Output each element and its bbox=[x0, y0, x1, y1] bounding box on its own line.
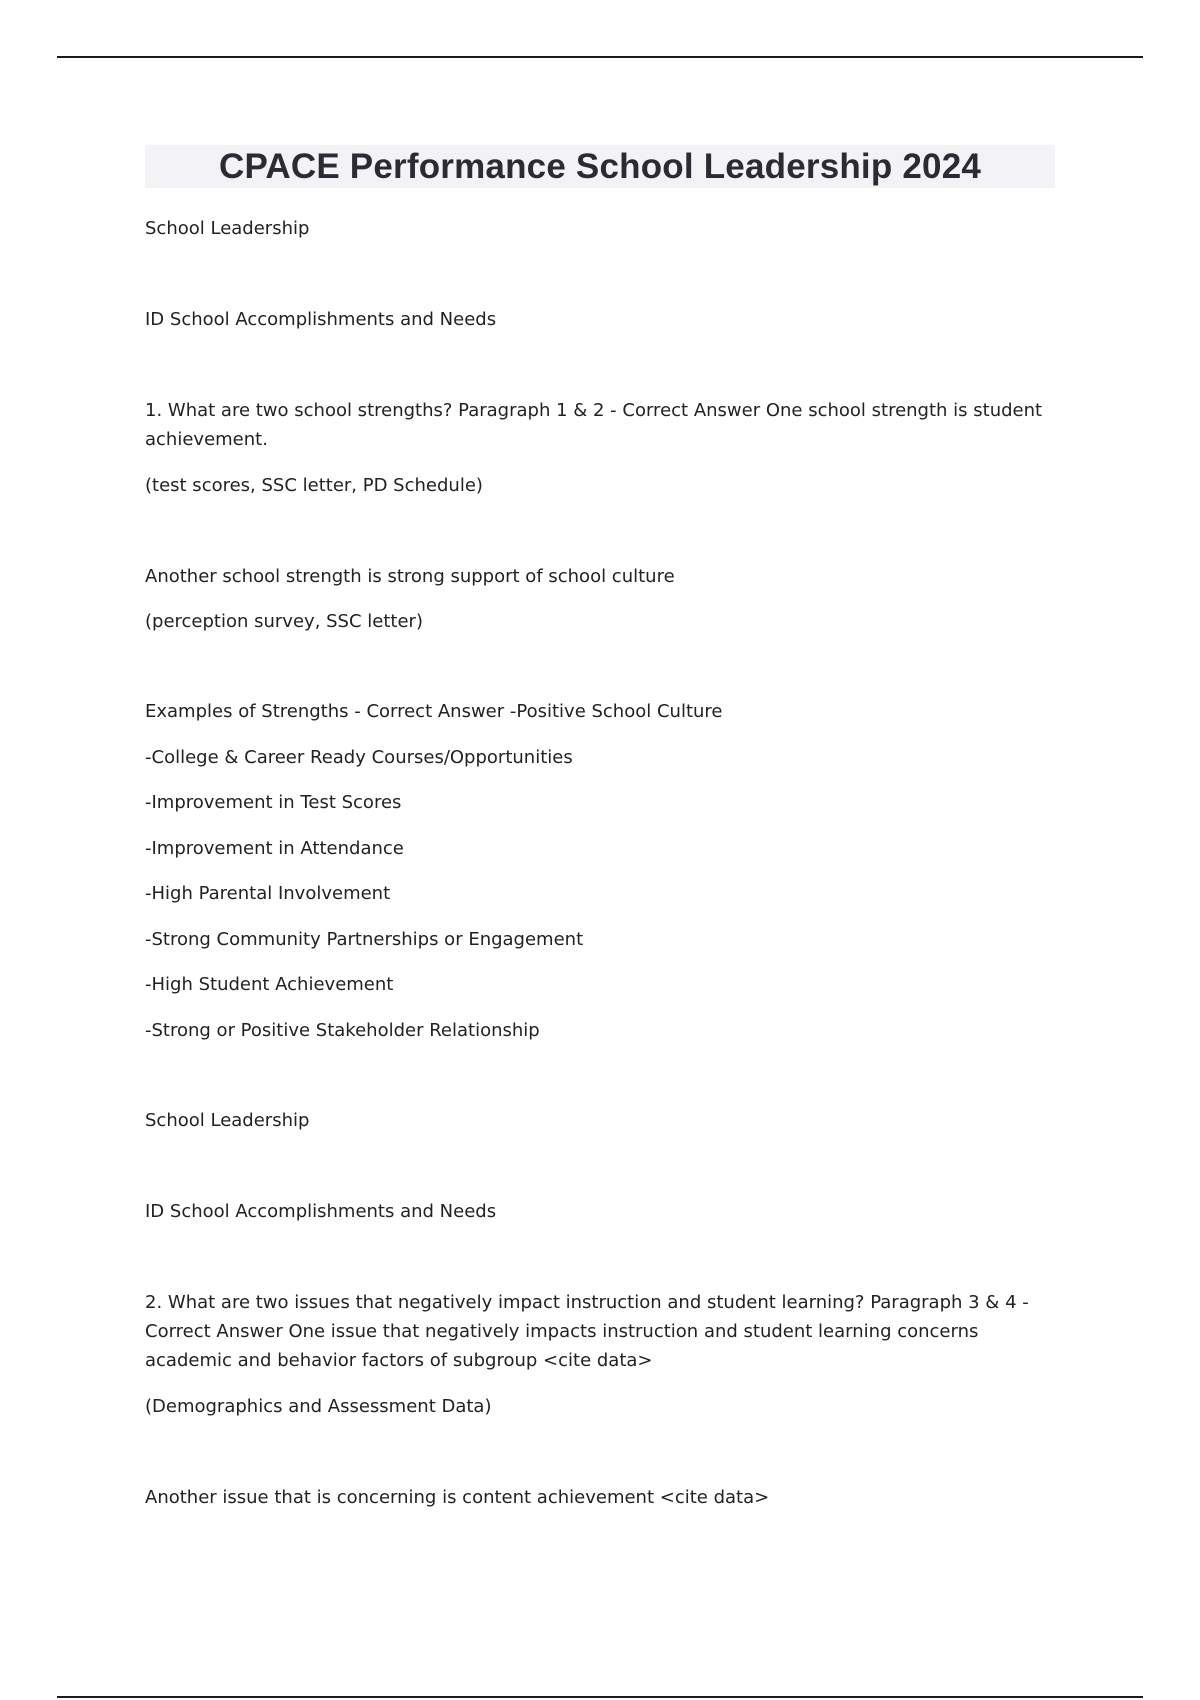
strength-2: Another school strength is strong support of school culture bbox=[145, 566, 675, 587]
question-1-sources: (test scores, SSC letter, PD Schedule) bbox=[145, 475, 483, 496]
top-rule bbox=[57, 56, 1143, 58]
issue-2: Another issue that is concerning is content achievement <cite data> bbox=[145, 1487, 770, 1508]
subsection-heading: ID School Accomplishments and Needs bbox=[145, 309, 497, 330]
list-item: -High Student Achievement bbox=[145, 974, 394, 995]
section-heading: School Leadership bbox=[145, 1110, 310, 1131]
title-band bbox=[145, 145, 1055, 188]
question-2-sources: (Demographics and Assessment Data) bbox=[145, 1396, 492, 1417]
list-item: -Improvement in Test Scores bbox=[145, 792, 402, 813]
list-item: -Improvement in Attendance bbox=[145, 838, 404, 859]
list-item: -Strong Community Partnerships or Engagement bbox=[145, 929, 584, 950]
question-1: 1. What are two school strengths? Paragraph 1 & 2 - Correct Answer One school strength is student achievement. bbox=[145, 400, 1043, 450]
list-item: -High Parental Involvement bbox=[145, 883, 391, 904]
section-heading: School Leadership bbox=[145, 218, 310, 239]
question-2: 2. What are two issues that negatively impact instruction and student learning? Paragraph 3 & 4 - Correct Answer One issue that negatively impacts instruction and student learning concerns academic and behavior factors of subgroup <cite data> bbox=[145, 1292, 1029, 1371]
list-item: -College & Career Ready Courses/Opportunities bbox=[145, 747, 573, 768]
document-title: CPACE Performance School Leadership 2024 bbox=[218, 146, 982, 186]
bottom-rule bbox=[57, 1696, 1143, 1698]
list-item: -Strong or Positive Stakeholder Relationship bbox=[145, 1020, 540, 1041]
examples-heading: Examples of Strengths - Correct Answer -Positive School Culture bbox=[145, 701, 723, 722]
strength-2-sources: (perception survey, SSC letter) bbox=[145, 611, 423, 632]
subsection-heading: ID School Accomplishments and Needs bbox=[145, 1201, 497, 1222]
